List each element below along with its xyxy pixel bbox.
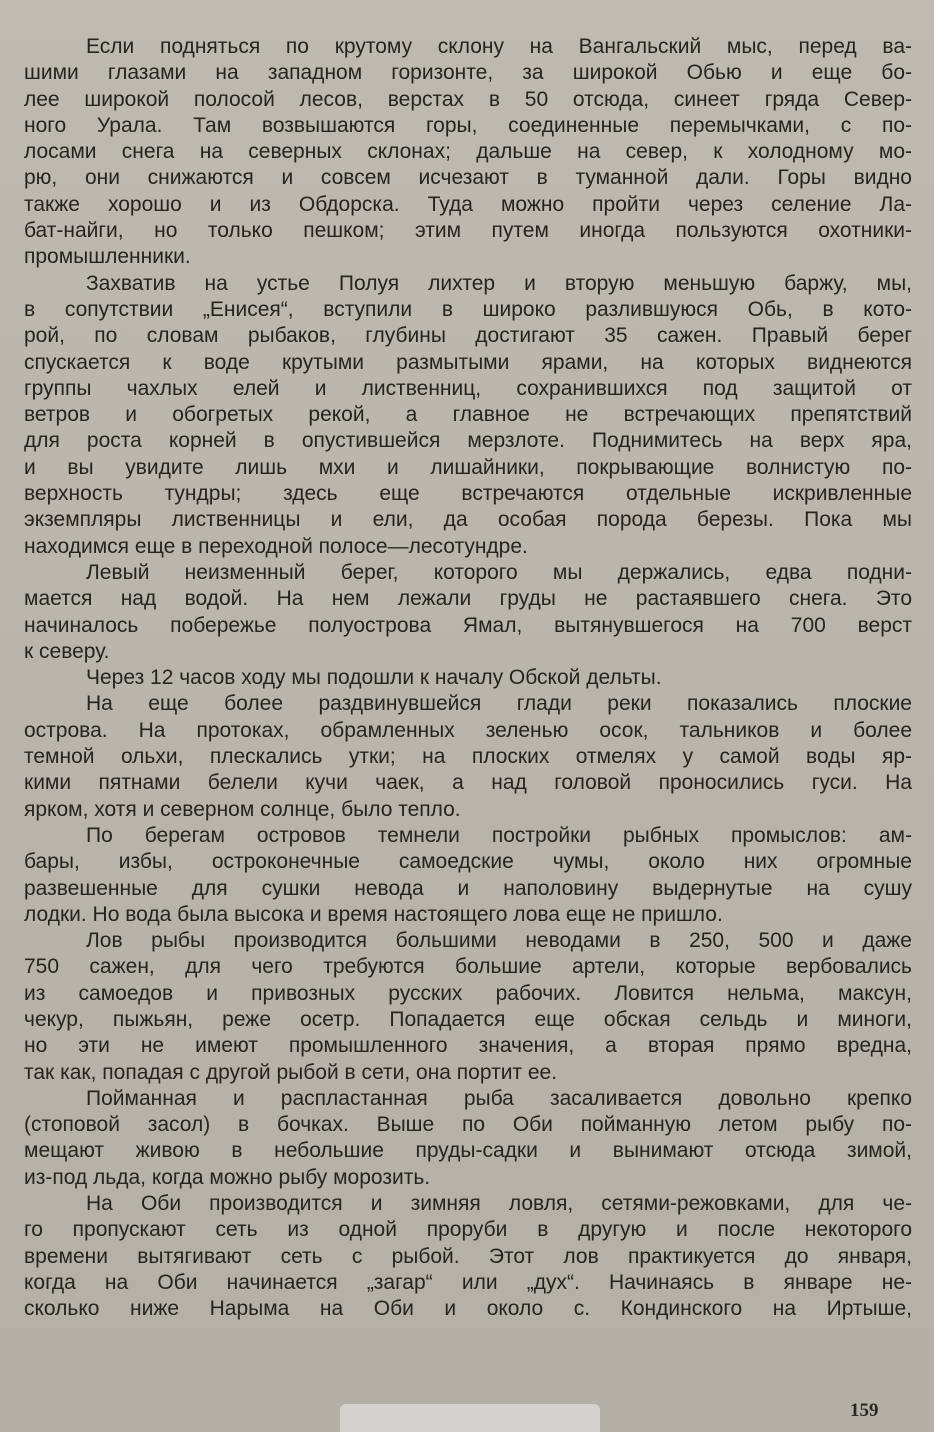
text-line: На еще более раздвинувшейся глади реки показались плоские <box>86 692 912 716</box>
text-line: го пропускают сеть из одной проруби в другую и после некоторого <box>24 1218 912 1242</box>
paragraph <box>24 928 912 1086</box>
text-line: рой, по словам рыбаков, глубины достигают 35 сажен. Правый берег <box>24 324 912 348</box>
text-line: лодки. Но вода была высока и время настоящего лова еще не пришло. <box>24 902 723 926</box>
text-line: Захватив на устье Полуя лихтер и вторую меньшую баржу, мы, <box>86 271 912 295</box>
paragraph <box>24 1191 912 1322</box>
text-line: развешенные для сушки невода и наполовину выдернутые на сушу <box>24 876 912 900</box>
text-line: Через 12 часов ходу мы подошли к началу Обской дельты. <box>86 666 662 690</box>
text-line: спускается к воде крутыми размытыми ярами, на которых виднеются <box>24 350 912 374</box>
text-line: мается над водой. На нем лежали груды не растаявшего снега. Это <box>24 587 912 611</box>
text-line: (стоповой засол) в бочках. Выше по Оби пойманную летом рыбу по- <box>24 1113 912 1137</box>
text-line: бат-найги, но только пешком; этим путем иногда пользуются охотники- <box>24 219 912 243</box>
text-line: Лов рыбы производится большими неводами в 250, 500 и даже <box>86 929 912 953</box>
text-line: к северу. <box>24 639 110 663</box>
text-line: На Оби производится и зимняя ловля, сетями-режовками, для че- <box>86 1192 912 1216</box>
text-line: По берегам островов темнели постройки рыбных промыслов: ам- <box>86 823 912 847</box>
text-line: из самоедов и привозных русских рабочих. Ловится нельма, максун, <box>24 981 912 1005</box>
text-line: ветров и обогретых рекой, а главное не встречающих препятствий <box>24 403 912 427</box>
text-line: также хорошо и из Обдорска. Туда можно пройти через селение Ла- <box>24 192 912 216</box>
text-line: экземпляры лиственницы и ели, да особая порода березы. Пока мы <box>24 508 912 532</box>
paragraph <box>24 823 912 928</box>
text-line: лосами снега на северных склонах; дальше на север, к холодному мо- <box>24 140 912 164</box>
text-line: шими глазами на западном горизонте, за широкой Обью и еще бо- <box>24 61 912 85</box>
text-line: ярком, хотя и северном солнце, было тепло. <box>24 797 461 821</box>
text-line: находимся еще в переходной полосе—лесотундре. <box>24 534 528 558</box>
text-line: верхность тундры; здесь еще встречаются отдельные искривленные <box>24 482 912 506</box>
bottom-tab <box>340 1404 600 1432</box>
text-line: Если подняться по крутому склону на Вангальский мыс, перед ва- <box>86 35 912 58</box>
text-line: ного Урала. Там возвышаются горы, соединенные перемычками, с по- <box>24 113 912 137</box>
text-line: но эти не имеют промышленного значения, а вторая прямо вредна, <box>24 1034 912 1058</box>
text-line: Левый неизменный берег, которого мы держались, едва подни- <box>86 560 912 584</box>
text-line: начиналось побережье полуострова Ямал, вытянувшегося на 700 верст <box>24 613 912 637</box>
paragraph <box>24 691 912 822</box>
paragraph <box>24 665 912 691</box>
text-line: рю, они снижаются и совсем исчезают в туманной дали. Горы видно <box>24 166 912 190</box>
text-line: кими пятнами белели кучи чаек, а над головой проносились гуси. На <box>24 771 912 795</box>
text-line: промышленники. <box>24 245 191 269</box>
page-number: 159 <box>850 1400 879 1421</box>
paragraph <box>24 34 912 271</box>
text-line: времени вытягивают сеть с рыбой. Этот лов практикуется до января, <box>24 1244 912 1268</box>
paragraph <box>24 1086 912 1191</box>
text-line: когда на Оби начинается „загар“ или „дух“. Начинаясь в январе не- <box>24 1270 912 1294</box>
text-line: сколько ниже Нарыма на Оби и около с. Кондинского на Иртыше, <box>24 1297 912 1321</box>
text-line: бары, избы, остроконечные самоедские чумы, около них огромные <box>24 850 912 874</box>
text-line: в сопутствии „Енисея“, вступили в широко разлившуюся Обь, в кото- <box>24 297 912 321</box>
text-line: мещают живою в небольшие пруды-садки и вынимают отсюда зимой, <box>24 1139 912 1163</box>
paragraph <box>24 560 912 665</box>
text-line: темной ольхи, плескались утки; на плоских отмелях у самой воды яр- <box>24 745 912 769</box>
text-line: группы чахлых елей и лиственниц, сохранившихся под защитой от <box>24 376 912 400</box>
text-line: так как, попадая с другой рыбой в сети, она портит ее. <box>24 1060 558 1084</box>
paragraph <box>24 271 912 560</box>
text-line: и вы увидите лишь мхи и лишайники, покрывающие волнистую по- <box>24 455 912 479</box>
text-line: лее широкой полосой лесов, верстах в 50 отсюда, синеет гряда Север- <box>24 87 912 111</box>
body-text <box>24 34 912 1323</box>
text-line: для роста корней в опустившейся мерзлоте. Поднимитесь на верх яра, <box>24 429 912 453</box>
text-line: из-под льда, когда можно рыбу морозить. <box>24 1165 431 1189</box>
text-line: чекур, пыжьян, реже осетр. Попадается еще обская сельдь и миноги, <box>24 1007 912 1031</box>
text-line: 750 сажен, для чего требуются большие артели, которые вербовались <box>24 955 912 979</box>
text-line: Пойманная и распластанная рыба засаливается довольно крепко <box>86 1086 912 1110</box>
text-line: острова. На протоках, обрамленных зеленью осок, тальников и более <box>24 718 912 742</box>
